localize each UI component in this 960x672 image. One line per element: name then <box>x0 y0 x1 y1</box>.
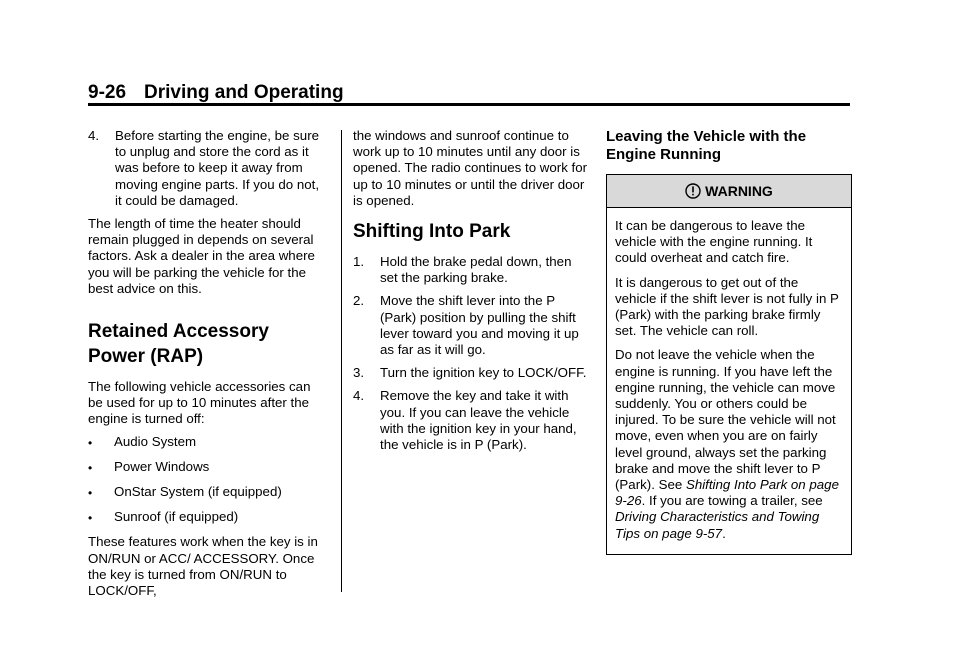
step-item <box>353 388 589 453</box>
park-heading: Shifting Into Park <box>353 221 511 243</box>
step-text: Hold the brake pedal down, then set the parking brake. <box>380 254 572 286</box>
section-title: Driving and Operating <box>144 82 344 103</box>
cross-reference-link[interactable]: Shifting Into Park on page 9-26 <box>615 477 839 509</box>
bullet-item <box>88 484 328 500</box>
step-number: 2. <box>353 293 365 309</box>
header-rule <box>88 103 850 106</box>
list-text: Before starting the engine, be sure to unplug and store the cord as it was before to keep it away from moving engine parts. If you do not, it could be damaged. <box>115 128 320 208</box>
step-item <box>353 293 589 358</box>
page-number: 9-26 <box>88 82 127 103</box>
column-3 <box>606 128 852 555</box>
bullet-item <box>88 434 328 450</box>
column-2 <box>353 128 589 460</box>
cross-reference-link[interactable]: Driving Characteristics and Towing Tips on page 9-57 <box>615 509 820 541</box>
bullet-item <box>88 459 328 475</box>
warning-label: WARNING <box>705 182 773 199</box>
step-text: Remove the key and take it with you. If you can leave the vehicle with the ignition key in your hand, the vehicle is in P (Park). <box>380 388 577 453</box>
rap-heading: Retained Accessory Power (RAP) <box>88 321 269 368</box>
warning-paragraph: It can be dangerous to leave the vehicle with the engine running. It could overheat and catch fire. <box>615 218 813 266</box>
bullet-text: OnStar System (if equipped) <box>114 484 282 500</box>
column-1 <box>88 128 328 605</box>
warning-text: Do not leave the vehicle when the engine is running. If you have left the engine running, the vehicle can move suddenly. You or others could be injured. To be sure the vehicle will not move, even when you are on fairly level ground, always set the parking brake and move the shift lever to P (Park). See <box>615 347 836 493</box>
rap-intro: The following vehicle accessories can be used for up to 10 minutes after the engine is turned off: <box>88 379 311 427</box>
warning-paragraph: It is dangerous to get out of the vehicle if the shift lever is not fully in P (Park) with the parking brake firmly set. The vehicle can roll. <box>615 274 839 339</box>
warning-text: . <box>722 525 726 541</box>
continued-paragraph: the windows and sunroof continue to work up to 10 minutes until any door is opened. The radio continues to work for up to 10 minutes or until the driver door is opened. <box>353 128 588 208</box>
step-number: 1. <box>353 254 365 270</box>
list-item-4 <box>88 128 328 209</box>
heater-paragraph: The length of time the heater should remain plugged in depends on several factors. Ask a dealer in the area where you will be parking the vehicle for the best advice on this. <box>88 216 315 296</box>
warning-body <box>607 208 851 554</box>
list-number: 4. <box>88 128 100 143</box>
bullet-icon: • <box>88 460 93 475</box>
step-number: 3. <box>353 365 365 381</box>
step-item <box>353 254 589 286</box>
bullet-text: Audio System <box>114 433 197 449</box>
warning-box <box>606 174 852 555</box>
column-divider <box>341 130 342 592</box>
step-text: Move the shift lever into the P (Park) position by pulling the shift lever toward you and moving it up as far as it will go. <box>380 293 579 358</box>
bullet-text: Sunroof (if equipped) <box>114 509 239 525</box>
warning-icon <box>685 183 701 199</box>
leaving-vehicle-heading: Leaving the Vehicle with the Engine Running <box>606 128 807 163</box>
page-header <box>88 82 850 104</box>
step-text: Turn the ignition key to LOCK/OFF. <box>380 365 587 381</box>
bullet-icon: • <box>88 435 93 450</box>
bullet-icon: • <box>88 511 93 526</box>
warning-text: . If you are towing a trailer, see <box>641 493 823 509</box>
features-paragraph: These features work when the key is in ON/RUN or ACC/ ACCESSORY. Once the key is turned from ON/RUN to LOCK/OFF, <box>88 534 318 599</box>
bullet-text: Power Windows <box>114 458 210 474</box>
bullet-item <box>88 509 328 525</box>
step-item <box>353 365 589 381</box>
warning-header <box>607 175 851 208</box>
warning-paragraph <box>615 347 843 541</box>
step-number: 4. <box>353 388 365 404</box>
bullet-icon: • <box>88 486 93 501</box>
